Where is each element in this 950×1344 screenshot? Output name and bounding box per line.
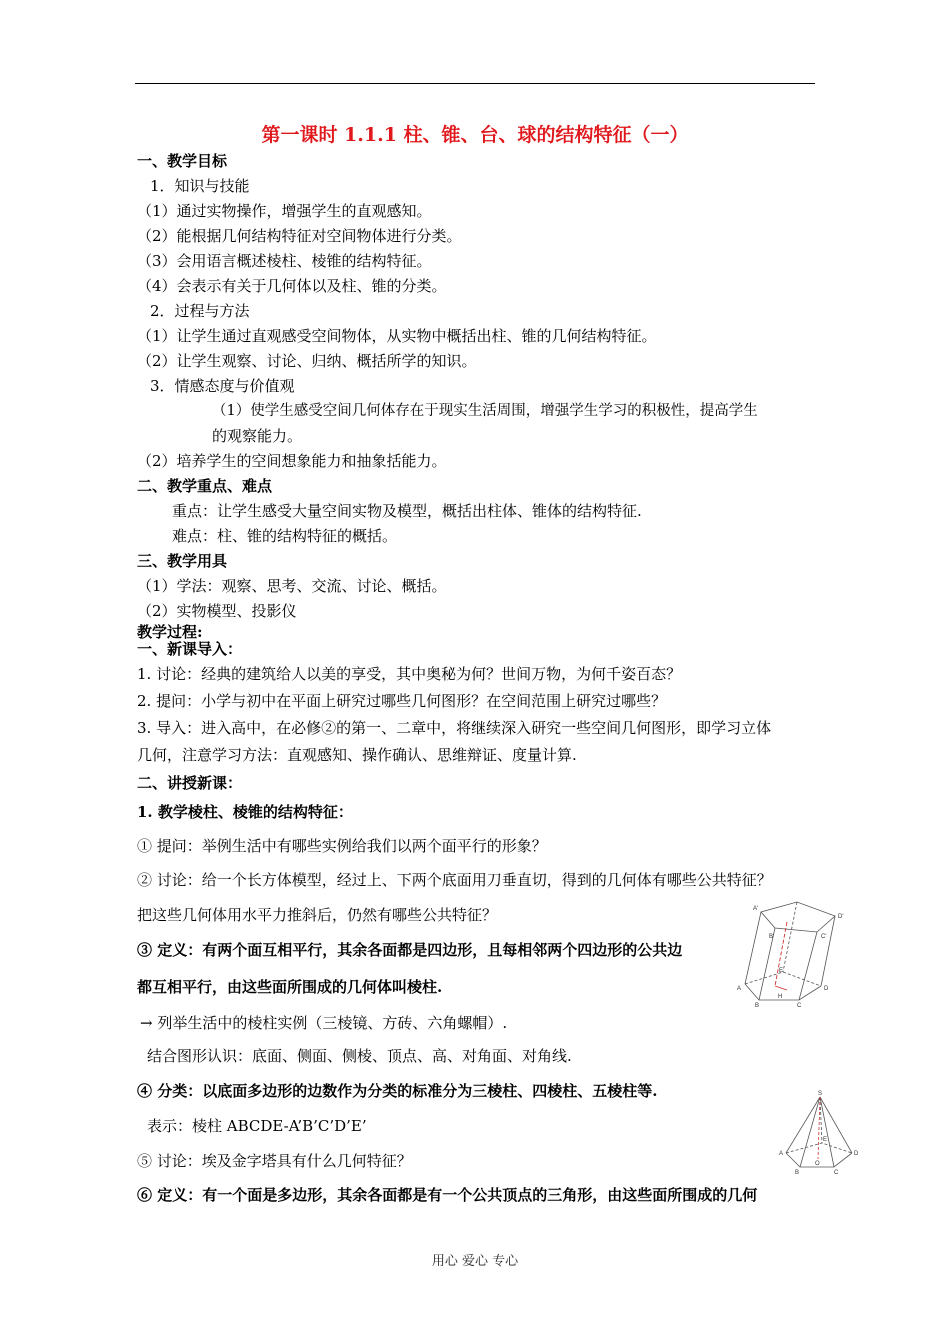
- text-line: （4）会表示有关于几何体以及柱、锥的分类。: [137, 277, 447, 295]
- text-line: 把这些几何体用水平力推斜后，仍然有哪些公共特征？: [137, 906, 498, 924]
- prism-label: B: [755, 1003, 760, 1008]
- pyramid-label: A: [779, 1151, 784, 1157]
- text-line: 1. 讨论：经典的建筑给人以美的享受，其中奥秘为何？世间万物，为何千姿百态？: [137, 665, 682, 683]
- prism-label: H: [778, 994, 783, 1000]
- prism-label: D: [824, 986, 829, 992]
- text-line: ② 讨论：给一个长方体模型，经过上、下两个底面用刀垂直切，得到的几何体有哪些公共特征？: [137, 871, 772, 889]
- page-title: 第一课时 1.1.1 柱、锥、台、球的结构特征（一）: [261, 124, 689, 146]
- header-rule: [135, 83, 815, 84]
- text-line: （2）培养学生的空间想象能力和抽象括能力。: [137, 452, 447, 470]
- text-line: 的观察能力。: [212, 427, 303, 445]
- text-line: （2）能根据几何结构特征对空间物体进行分类。: [137, 227, 462, 245]
- subheading: 2．过程与方法: [150, 302, 250, 320]
- section-heading: 一、教学目标: [137, 152, 228, 170]
- section-heading: 教学过程:: [137, 623, 203, 641]
- page-footer: 用心 爱心 专心: [431, 1254, 519, 1269]
- definition-line: 都互相平行，由这些面所围成的几何体叫棱柱.: [137, 978, 443, 996]
- prism-figure: [735, 898, 855, 1008]
- pyramid-label: E: [823, 1137, 828, 1143]
- section-heading: 二、教学重点、难点: [137, 477, 273, 495]
- prism-label: A: [737, 986, 742, 992]
- text-line: （1）让学生通过直观感受空间物体，从实物中概括出柱、锥的几何结构特征。: [137, 327, 657, 345]
- pyramid-label: C: [834, 1170, 839, 1175]
- pyramid-label: O: [815, 1161, 820, 1167]
- definition-line: ⑥ 定义：有一个面是多边形，其余各面都是有一个公共顶点的三角形，由这些面所围成的几何: [137, 1186, 758, 1204]
- definition-line: ④ 分类：以底面多边形的边数作为分类的标准分为三棱柱、四棱柱、五棱柱等.: [137, 1082, 658, 1100]
- text-line: → 列举生活中的棱柱实例（三棱镜、方砖、六角螺帽）.: [140, 1014, 508, 1032]
- text-line: 表示：棱柱 ABCDE-A’B’C’D’E’: [147, 1117, 367, 1135]
- subheading: 1．知识与技能: [150, 177, 250, 195]
- text-line: （1）学法：观察、思考、交流、讨论、概括。: [137, 577, 447, 595]
- section-heading: 三、教学用具: [137, 552, 228, 570]
- prism-label: A': [753, 906, 759, 912]
- text-line: 难点：柱、锥的结构特征的概括。: [172, 527, 398, 545]
- text-line: （2）实物模型、投影仪: [137, 602, 297, 620]
- prism-label: C': [821, 934, 827, 940]
- text-line: ⑤ 讨论：埃及金字塔具有什么几何特征？: [137, 1152, 412, 1170]
- prism-label: D': [838, 914, 844, 920]
- text-line: （3）会用语言概述棱柱、棱锥的结构特征。: [137, 252, 432, 270]
- prism-label: C: [797, 1003, 802, 1008]
- pyramid-label: S: [818, 1091, 823, 1097]
- text-line: 几何，注意学习方法：直观感知、操作确认、思维辩证、度量计算.: [137, 746, 577, 764]
- text-line: （2）让学生观察、讨论、归纳、概括所学的知识。: [137, 352, 477, 370]
- section-heading: 一、新课导入：: [137, 640, 243, 658]
- prism-label: E: [779, 968, 784, 974]
- text-line: 重点：让学生感受大量空间实物及模型，概括出柱体、锥体的结构特征.: [172, 502, 642, 520]
- section-heading: 二、讲授新课：: [137, 774, 243, 792]
- text-line: ① 提问：举例生活中有哪些实例给我们以两个面平行的形象？: [137, 837, 547, 855]
- text-line: （1）通过实物操作，增强学生的直观感知。: [137, 202, 432, 220]
- text-line: 结合图形认识：底面、侧面、侧棱、顶点、高、对角面、对角线.: [147, 1047, 572, 1065]
- subheading: 1. 教学棱柱、棱锥的结构特征：: [137, 803, 353, 821]
- text-line: 2. 提问：小学与初中在平面上研究过哪些几何图形？在空间范围上研究过哪些？: [137, 692, 667, 710]
- subheading: 3．情感态度与价值观: [150, 377, 295, 395]
- text-line: 3. 导入：进入高中，在必修②的第一、二章中，将继续深入研究一些空间几何图形，即学习立体: [137, 719, 772, 737]
- prism-label: B': [769, 934, 775, 940]
- pyramid-label: B: [795, 1170, 800, 1175]
- definition-line: ③ 定义：有两个面互相平行，其余各面都是四边形，且每相邻两个四边形的公共边: [137, 941, 683, 959]
- pyramid-label: D: [854, 1151, 859, 1157]
- text-line: （1）使学生感受空间几何体存在于现实生活周围，增强学生学习的积极性，提高学生: [212, 403, 758, 419]
- pyramid-figure: [778, 1089, 860, 1175]
